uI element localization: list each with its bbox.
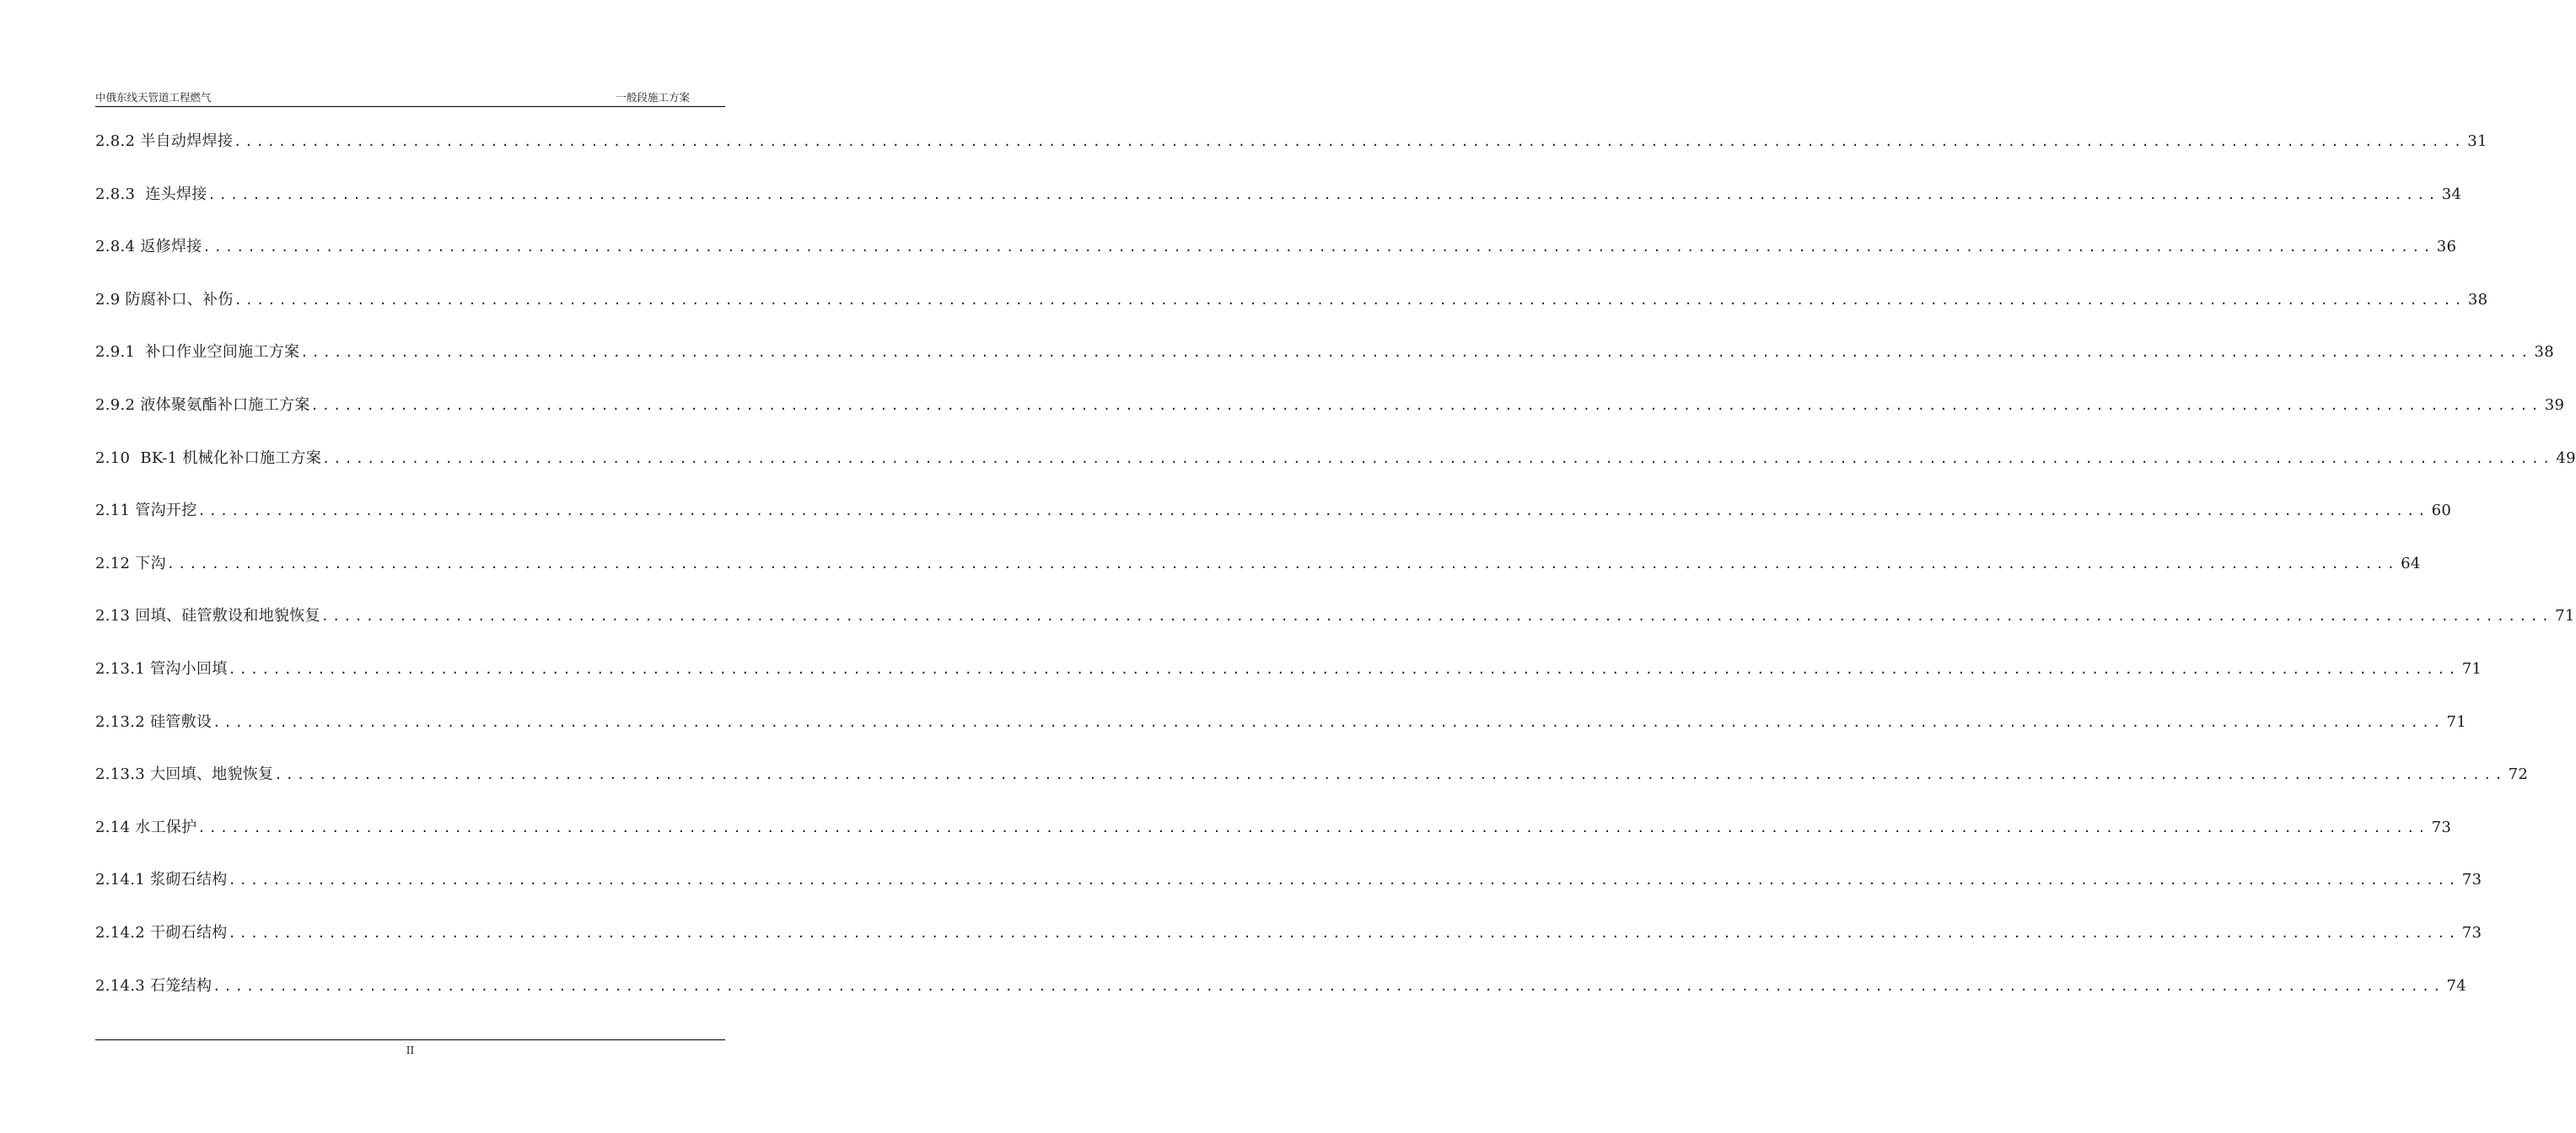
toc-entry-title: 2.14.3 石笼结构 (95, 976, 212, 995)
toc-dot-leader: ........................................................................................................................................................................................................ (197, 819, 2429, 835)
toc-entry-title: 2.10 BK-1 机械化补口施工方案 (95, 448, 322, 467)
toc-entry[interactable] (95, 394, 2565, 417)
toc-entry-title: 2.8.4 返修焊接 (95, 238, 202, 256)
toc-entry[interactable] (95, 341, 2555, 364)
toc-entry[interactable] (95, 447, 2576, 470)
toc-dot-leader: ........................................................................................................................................................................................................ (202, 239, 2434, 255)
toc-entry-page-number: 73 (2461, 871, 2482, 889)
toc-entry-page-number: 31 (2467, 132, 2487, 150)
toc-dot-leader: ........................................................................................................................................................................................................ (310, 398, 2542, 413)
toc-entry-title: 2.13.1 管沟小回填 (95, 660, 228, 678)
toc-entry-page-number: 73 (2461, 924, 2482, 942)
toc-dot-leader: ........................................................................................................................................................................................................ (197, 503, 2429, 519)
header-project-title: 中俄东线天管道工程燃气 (95, 91, 212, 104)
footer-divider (95, 1039, 725, 1040)
toc-entry-page-number: 72 (2508, 765, 2529, 784)
toc-entry[interactable] (95, 921, 2482, 945)
toc-entry-title: 2.13.3 大回填、地貌恢复 (95, 765, 274, 784)
toc-entry-page-number: 38 (2467, 290, 2488, 309)
footer-page-number: II (406, 1044, 415, 1056)
toc-dot-leader: ........................................................................................................................................................................................................ (212, 978, 2444, 994)
toc-entry[interactable] (95, 130, 2487, 153)
toc-entry-page-number: 36 (2436, 238, 2457, 256)
toc-entry-title: 2.12 下沟 (95, 554, 166, 572)
toc-entry-page-number: 71 (2555, 607, 2575, 626)
header-section-title: 一般段施工方案 (616, 91, 690, 104)
toc-entry-title: 2.9.1 补口作业空间施工方案 (95, 343, 300, 362)
toc-entry-title: 2.13.2 硅管敷设 (95, 712, 212, 731)
toc-dot-leader: ........................................................................................................................................................................................................ (322, 450, 2554, 466)
toc-entry-title: 2.14 水工保护 (95, 818, 197, 836)
toc-dot-leader: ........................................................................................................................................................................................................ (320, 609, 2553, 625)
toc-entry[interactable] (95, 604, 2575, 628)
toc-entry[interactable] (95, 183, 2462, 207)
toc-entry-title: 2.14.1 浆砌石结构 (95, 871, 228, 889)
toc-dot-leader: ........................................................................................................................................................................................................ (274, 767, 2506, 783)
toc-entry-title: 2.8.3 连头焊接 (95, 185, 207, 203)
toc-dot-leader: ........................................................................................................................................................................................................ (212, 714, 2444, 730)
toc-dot-leader: ........................................................................................................................................................................................................ (234, 292, 2466, 308)
toc-entry-page-number: 34 (2441, 185, 2462, 203)
toc-entry[interactable] (95, 552, 2421, 576)
toc-entry-title: 2.11 管沟开挖 (95, 502, 197, 520)
toc-dot-leader: ........................................................................................................................................................................................................ (207, 186, 2439, 202)
toc-entry[interactable] (95, 711, 2466, 734)
toc-entry-page-number: 49 (2556, 448, 2576, 467)
toc-entry[interactable] (95, 975, 2466, 998)
toc-dot-leader: ........................................................................................................................................................................................................ (300, 345, 2532, 361)
toc-entry-title: 2.14.2 干砌石结构 (95, 924, 228, 942)
toc-entry-title: 2.9 防腐补口、补伤 (95, 290, 234, 309)
toc-dot-leader: ........................................................................................................................................................................................................ (166, 556, 2399, 572)
toc-entry[interactable] (95, 816, 2452, 840)
toc-dot-leader: ........................................................................................................................................................................................................ (228, 662, 2460, 677)
toc-dot-leader: ........................................................................................................................................................................................................ (234, 134, 2466, 149)
toc-entry[interactable] (95, 235, 2457, 259)
toc-entry-page-number: 74 (2446, 976, 2466, 995)
toc-entry-title: 2.9.2 液体聚氨酯补口施工方案 (95, 396, 310, 414)
toc-entry-page-number: 39 (2544, 396, 2565, 414)
toc-entry[interactable] (95, 499, 2452, 523)
toc-entry[interactable] (95, 658, 2482, 681)
toc-entry-page-number: 73 (2431, 818, 2452, 836)
toc-dot-leader: ........................................................................................................................................................................................................ (228, 873, 2460, 889)
toc-entry-page-number: 64 (2401, 554, 2421, 572)
toc-entry-page-number: 71 (2461, 660, 2482, 678)
table-of-contents (95, 0, 2576, 1133)
toc-entry-title: 2.13 回填、硅管敷设和地貌恢复 (95, 607, 320, 626)
toc-entry[interactable] (95, 763, 2529, 787)
toc-entry[interactable] (95, 288, 2488, 312)
toc-entry-page-number: 71 (2446, 712, 2466, 731)
toc-entry-title: 2.8.2 半自动焊焊接 (95, 132, 234, 150)
toc-dot-leader: ........................................................................................................................................................................................................ (228, 926, 2460, 941)
toc-entry-page-number: 38 (2534, 343, 2555, 362)
toc-entry-page-number: 60 (2431, 502, 2452, 520)
toc-entry[interactable] (95, 868, 2482, 892)
